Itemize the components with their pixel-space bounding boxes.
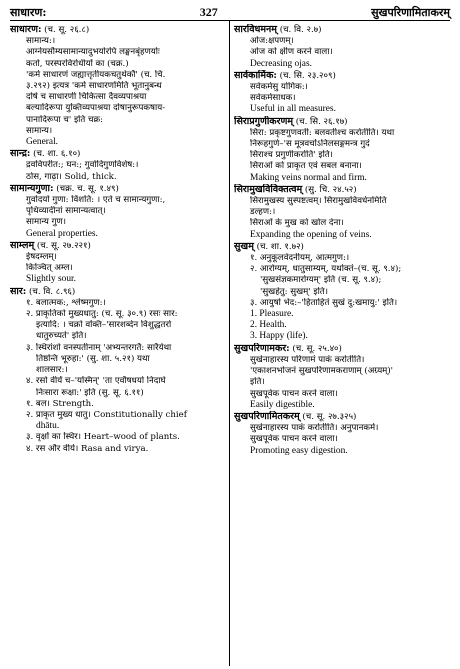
header-right-term: सुखपरिणामिताकरम् (371, 6, 450, 19)
entry-text-line: ओज को क्षीण करने वाला। (250, 47, 333, 58)
entry-reference: (च. सू. २६.८) (41, 25, 90, 35)
entry-text-line: सुखपूर्वक पाचन करने वाला। (250, 388, 338, 399)
entry-headword: सुखपरिणामकर: (234, 342, 290, 354)
entry-headword: सारविधमनम् (234, 24, 277, 35)
entry-text-line: सिराश्च प्रगुणीकरोति' इति। (250, 150, 333, 161)
entry-reference: (च. सू. २७.२२१) (34, 240, 91, 251)
entry-text-line: डल्हण:। (250, 207, 276, 218)
entry-text-line: इत्यादि: । चक्रो वक्ति–'सारशब्देन विशुद्धतरो (36, 320, 172, 331)
entry-text-line: ३.२९२) इत्यत्र 'कर्म साधारणमिति भूतानुबन्ध (26, 81, 162, 92)
entry-headword-line (234, 184, 450, 196)
entry-text-line: ४. रस और वीर्य। Rasa and virya. (26, 443, 149, 454)
entry-reference: (च. शा. १.७२) (253, 241, 304, 252)
entry-headword: साम्लम् (10, 239, 35, 251)
entry-headword-line (10, 183, 225, 195)
entry-headword: सुखम् (234, 240, 254, 252)
entry-text-line: ओज:क्षपणम्। (250, 36, 294, 47)
right-column (230, 21, 454, 666)
entry-text-line: 2. Health. (250, 320, 287, 331)
entry-text-line: पानादिरूपा च' इति चक्र: (26, 114, 103, 125)
entry-headword: सार्वकार्मिक: (234, 69, 277, 81)
entry-text-line: सुखेनाहारस्य पाकं करोतीति। अनुपानकर्म। (250, 423, 379, 434)
entry-text-line: 1. Pleasure. (250, 309, 294, 320)
page-number: 327 (199, 5, 218, 19)
entry-text-line: ३. आयुषो भेद:–'हिताहितं सुखं दु:खमायु:' इति। (250, 297, 398, 308)
entry-text-line: dhātu. (36, 421, 60, 432)
entry-text-line: सिराओं को प्राकृत एवं सबल बनाना। (250, 161, 362, 172)
entry-headword: सिरामुखविविक्तत्वम् (234, 183, 303, 195)
entry-text-line: गुर्वादयो गुणा: विंशति: । एते च सामान्यगुणा:, (26, 195, 166, 206)
entry-text-line: सिरामुखस्य सुस्पष्टत्वम्। सिरामुखविवर्धनमिति (250, 196, 387, 207)
entry-text-line: ३. वृक्षों का स्थिर। Heart–wood of plants. (26, 432, 180, 443)
entry-reference: (च. सू. २७.३२५) (299, 411, 357, 422)
entry-text-line: दोषे च साधारणी चिकित्सा दैवव्यपाश्रया (26, 92, 147, 103)
entry-text-line: ३. स्थिरांशो वनस्पतीनाम् 'अभ्यन्तरगतै: सारैर्यथा (26, 342, 172, 353)
entry-text-line: General properties. (26, 228, 98, 239)
entry-text-line: द्रवविपरीत:; घन:; गुर्वादिगुणविशेष:। (26, 160, 139, 171)
entry-text-line: धातुरुच्यते' इति। (36, 331, 87, 342)
entry-headword-line (234, 241, 450, 253)
entry-text-line: सुखेनाहारस्य परिणामं पाकं करोतीति। (250, 354, 365, 365)
entry-text-line: ४. रसो वीर्यं च–'यस्मिन्' 'ता एवौषधयो निदाघे (26, 376, 166, 387)
entry-reference: (च. सू. २५.४०) (289, 343, 342, 354)
entry-text-line: General. (26, 137, 59, 148)
entry-headword: सान्द्र: (10, 148, 31, 160)
entry-reference: (सु. चि. २४.५२) (302, 184, 357, 195)
entry-text-line: २. प्राकृतिको मुख्यधातु: (च. सू. ३०.९) रसः सार: (26, 309, 178, 320)
entry-text-line: १. बल। Strength. (26, 398, 94, 409)
entry-text-line: इति। (250, 377, 265, 388)
entry-text-line: Expanding the opening of veins. (250, 229, 372, 240)
entry-text-line: 3. Happy (life). (250, 331, 308, 342)
entry-text-line: ईषदम्लम्। (26, 252, 57, 263)
entry-headword: सिराप्रगुणीकरणम् (234, 115, 294, 127)
entry-text-line: 'एकाशनभोजनं सुखपरिणामकराणाम् (अग्र्यम्)' (250, 366, 394, 377)
entry-text-line: Making veins normal and firm. (250, 172, 367, 183)
entry-reference: (च. वि. ८.९६) (26, 286, 76, 297)
entry-text-line: २. आरोग्यम्, धातुसाम्यम्, यथोक्तं–(च. सू. ९.४); (250, 264, 402, 275)
entry-text-line: बल्यादिरूपा युक्तिव्यपाश्रया दोषानुरूपकषाय- (26, 103, 166, 114)
entry-text-line: 'सुखसंज्ञकमारोग्यम्' इति (च. सू. ९.४); (260, 275, 382, 286)
entry-headword: सुखपरिणामितकरम् (234, 410, 300, 422)
entry-headword-line (10, 240, 225, 252)
entry-text-line: आग्नेयसौम्यसामान्यादुभयोरपि लङ्घनबृंहणयोः (26, 47, 160, 58)
entry-text-line: सर्वकर्मसाधक। (250, 93, 296, 104)
entry-headword-line (234, 343, 450, 355)
entry-reference: (च. शा. ६.१०) (30, 149, 81, 160)
entry-reference: (च. सि. २६.१७) (293, 116, 348, 127)
entry-headword-line (234, 70, 450, 82)
entry-text-line: सिराओं के मुख को खोल देना। (250, 218, 344, 229)
running-header (10, 4, 450, 21)
entry-text-line: Slightly sour. (26, 274, 77, 285)
entry-reference: (च. सि. २३.२०९) (276, 70, 336, 81)
entry-text-line: निरूहगुणे–'स मूत्रवर्चोऽनिलसङ्गमन्त्र गुदं (250, 139, 370, 150)
entry-text-line: १. अनुकूलवेदनीयम्, आत्मगुण:। (250, 253, 350, 264)
entry-headword: सामान्यगुणा: (10, 182, 54, 194)
entry-text-line: Promoting easy digestion. (250, 445, 348, 456)
entry-text-line: २. प्राकृत मुख्य धातु। Constitutionally chief (26, 409, 187, 420)
left-column (6, 21, 230, 666)
entry-text-line: किञ्चित् अम्ल। (26, 263, 73, 274)
entry-text-line: सिरा: प्रकृष्टगुणवती: बलवतीश्च करोतीति। यथा (250, 127, 395, 138)
header-left-term: साधारण: (10, 6, 47, 19)
entry-text-line: 'कर्म साधारणं जह्यात्तृतीयकचतुर्थकौ' (च. चि. (26, 69, 166, 80)
entry-text-line: पृथिव्यादीनां सामान्यत्वात्। (26, 206, 106, 217)
entry-headword-line (10, 148, 225, 160)
entry-text-line: Useful in all measures. (250, 104, 336, 115)
entry-text-line: 'सुखहेतु: सुखम्' इति। (260, 286, 328, 297)
entry-headword-line (234, 24, 450, 36)
entry-headword-line (234, 116, 450, 128)
entry-text-line: १. बलात्मक:, श्लेष्मगुण:। (26, 297, 106, 308)
entry-text-line: सामान्य:। (26, 36, 56, 47)
entry-text-line: ठोस, गाढ़ा। Solid, thick. (26, 171, 117, 182)
entry-text-line: सामान्य गुण। (26, 217, 66, 228)
entry-headword: साधारण: (10, 24, 42, 35)
entry-text-line: निःसारा रूक्षा:' इति (सु. सू. ६.११) (36, 387, 144, 398)
entry-headword-line (10, 24, 225, 36)
entry-headword-line (10, 286, 225, 298)
entry-headword: सार: (10, 285, 27, 297)
entry-text-line: तिष्ठन्ति भूरुहा:' (सु. शा. ५.२१) यथा (36, 353, 150, 364)
entry-reference: (च. वि. २.७) (277, 25, 322, 35)
entry-text-line: सुखपूर्वक पाचन करने वाला। (250, 434, 338, 445)
entry-reference: (चक्र. च. सू. १.४९) (53, 183, 119, 194)
entry-text-line: कर्ता, परस्परविरोधीयों का (चक्र.) (26, 58, 129, 69)
entry-text-line: Decreasing ojas. (250, 58, 312, 69)
entry-text-line: शालसार:। (36, 365, 68, 376)
entry-headword-line (234, 411, 450, 423)
entry-text-line: सामान्य। (26, 125, 53, 136)
entry-text-line: सर्वकर्मसु योगिक:। (250, 82, 308, 93)
entry-text-line: Easily digestible. (250, 399, 315, 410)
